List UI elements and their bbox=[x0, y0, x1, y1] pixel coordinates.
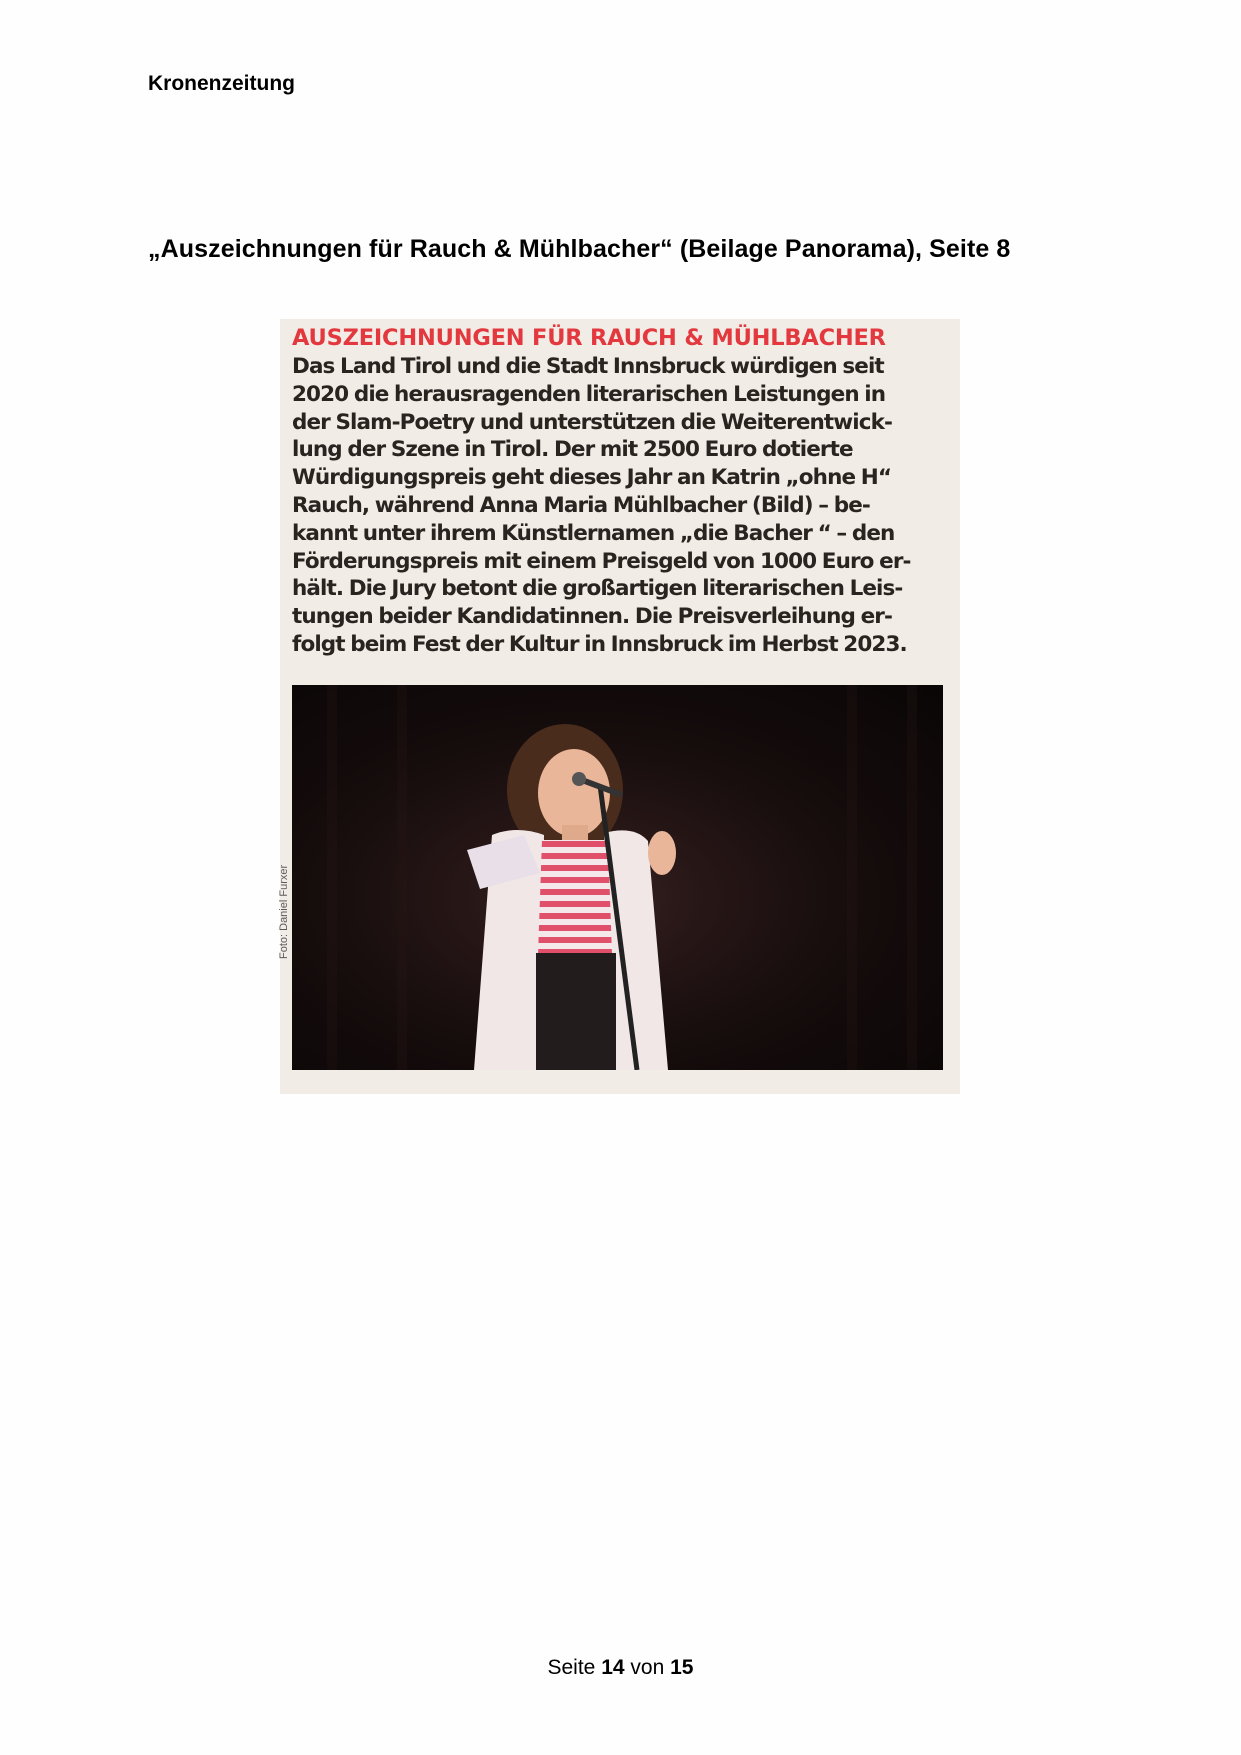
clipping-line: kannt unter ihrem Künstlernamen „die Bacher “ – den bbox=[292, 520, 895, 546]
clipping-line: lung der Szene in Tirol. Der mit 2500 Euro dotierte bbox=[292, 437, 853, 463]
page-label: Seite bbox=[547, 1656, 596, 1679]
page-number bbox=[0, 1656, 1241, 1680]
newspaper-clipping bbox=[280, 319, 960, 1094]
source-name: Kronenzeitung bbox=[148, 72, 295, 95]
clipping-line: Das Land Tirol und die Stadt Innsbruck würdigen seit bbox=[292, 354, 884, 379]
clipping-line: Würdigungspreis geht dieses Jahr an Katrin „ohne H“ bbox=[292, 465, 892, 491]
performer-illustration bbox=[292, 685, 943, 1070]
performer-photo bbox=[292, 685, 943, 1070]
total-pages: 15 bbox=[670, 1656, 694, 1679]
clipping-line: Rauch, während Anna Maria Mühlbacher (Bild) – be- bbox=[292, 492, 870, 518]
clipping-line: 2020 die herausragenden literarischen Leistungen in bbox=[292, 381, 886, 407]
photo-credit: Foto: Daniel Furxer bbox=[278, 864, 290, 959]
clipping-line: hält. Die Jury betont die großartigen literarischen Leis- bbox=[292, 576, 903, 602]
clipping-headline: AUSZEICHNUNGEN FÜR RAUCH & MÜHLBACHER bbox=[292, 325, 886, 351]
clipping-line: folgt beim Fest der Kultur in Innsbruck im Herbst 2023. bbox=[292, 631, 907, 657]
clipping-line: der Slam-Poetry und unterstützen die Weiterentwick- bbox=[292, 409, 893, 435]
page-separator: von bbox=[630, 1656, 665, 1679]
current-page: 14 bbox=[601, 1656, 625, 1679]
clipping-line: tungen beider Kandidatinnen. Die Preisverleihung er- bbox=[292, 604, 893, 630]
clipping-line: Förderungspreis mit einem Preisgeld von 1000 Euro er- bbox=[292, 548, 911, 574]
clipping-body bbox=[292, 353, 911, 659]
article-heading: „Auszeichnungen für Rauch & Mühlbacher“ (Beilage Panorama), Seite 8 bbox=[148, 235, 1011, 263]
